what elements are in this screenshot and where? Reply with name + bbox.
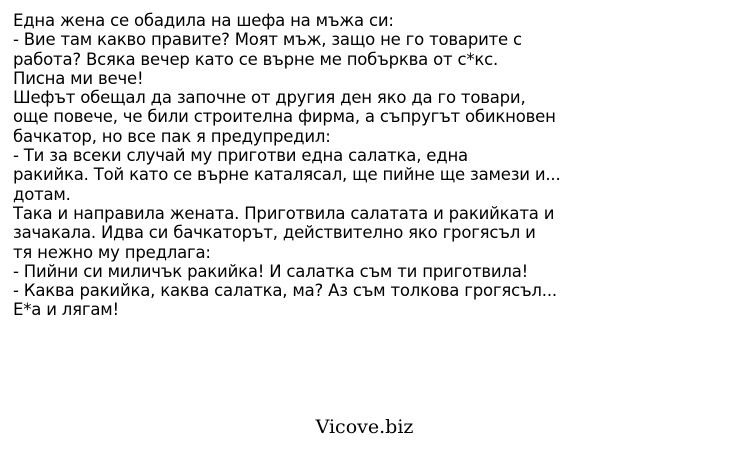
joke-line: тя нежно му предлага: [13,242,211,262]
joke-text [13,11,733,320]
joke-line: още повече, че били строителна фирма, а съпругът обикновен [13,107,556,127]
site-watermark: Vicove.biz [315,416,414,438]
joke-line: - Ти за всеки случай му приготви една салатка, една [13,146,468,166]
joke-line: - Каква ракийка, каква салатка, ма? Аз съм толкова грогясъл... [13,281,557,301]
joke-line: Шефът обещал да започне от другия ден яко да го товари, [13,88,526,108]
joke-line: Писна ми вече! [13,68,144,88]
joke-line: Така и направила жената. Приготвила салатата и ракийката и [13,203,555,223]
joke-line: работа? Всяка вечер като се върне ме побърква от с*кс. [13,49,499,69]
joke-line: - Пийни си миличък ракийка! И салатка съм ти приготвила! [13,261,529,281]
joke-line: Е*а и лягам! [13,300,119,320]
joke-line: зачакала. Идва си бачкаторът, действително яко грогясъл и [13,223,536,243]
joke-line: бачкатор, но все пак я предупредил: [13,126,331,146]
joke-line: дотам. [13,184,71,204]
joke-line: - Вие там какво правите? Моят мъж, защо не го товарите с [13,30,522,50]
joke-line: ракийка. Той като се върне каталясал, ще пийне ще замези и... [13,165,561,185]
joke-line: Една жена се обадила на шефа на мъжа си: [13,11,394,30]
